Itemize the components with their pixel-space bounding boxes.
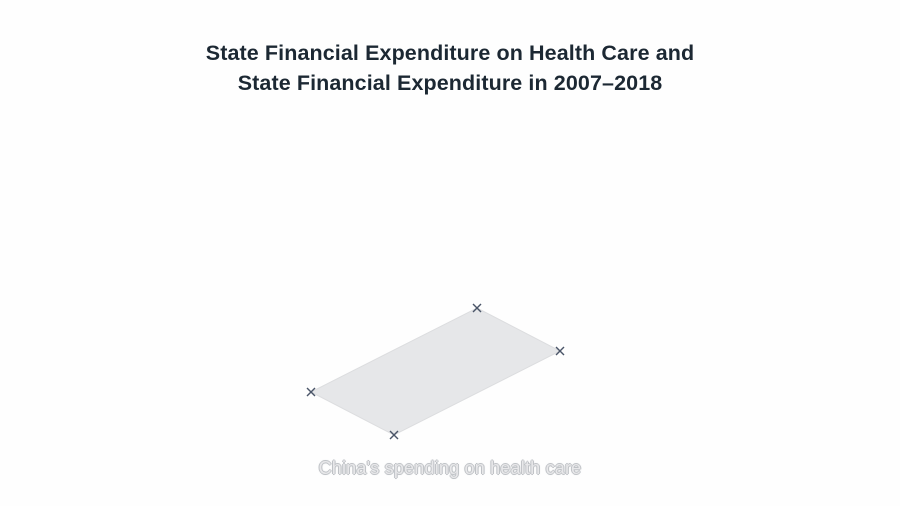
plot-area-3d: [280, 290, 590, 450]
chart-title-line-1: State Financial Expenditure on Health Care and: [205, 41, 695, 65]
isometric-base-plane: [280, 290, 590, 450]
base-plane-polygon: [311, 308, 560, 435]
chart-caption: China's spending on health care: [318, 458, 582, 478]
chart-title: [0, 38, 900, 98]
chart-title-line-2: State Financial Expenditure in 2007–2018: [237, 71, 663, 95]
